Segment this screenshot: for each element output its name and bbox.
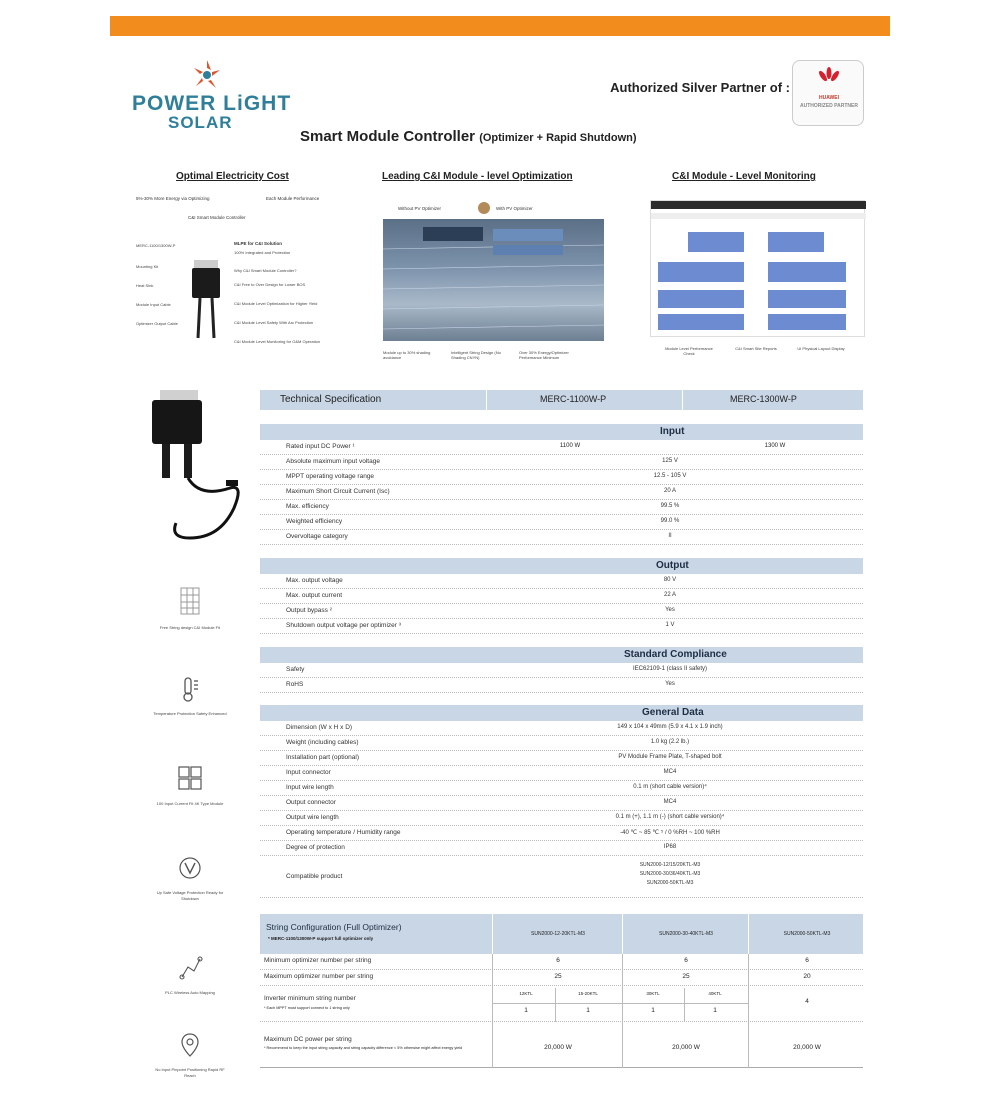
spec-label: Shutdown output voltage per optimizer ³ (286, 622, 401, 629)
spec-label: RoHS (286, 681, 304, 688)
callout: Optimizer Output Cable (136, 321, 178, 326)
feature-multi-connect (150, 764, 230, 807)
cost-bullet: C&I Module Level Safety With Arc Protection (234, 320, 314, 325)
spec-label: Safety (286, 666, 305, 673)
spec-row (260, 781, 863, 796)
inv-subcol: 40KTL (708, 991, 722, 996)
solar-rows-image (383, 219, 604, 341)
string-value: 20 (803, 973, 811, 980)
spec-value: 1 V (665, 622, 675, 628)
string-config-header (260, 914, 863, 954)
brand-name-line2: SOLAR (168, 113, 233, 132)
partner-text: Authorized Silver Partner of : (610, 80, 790, 95)
page-title (300, 128, 720, 145)
inv-subval: 1 (586, 1007, 590, 1014)
spec-row (260, 500, 863, 515)
feature-temperature (150, 676, 230, 717)
spec-row (260, 530, 863, 545)
spec-label: Output connector (286, 799, 336, 806)
monitoring-dashboard-image (650, 200, 865, 337)
spec-label: Degree of protection (286, 844, 345, 851)
spec-value: IP68 (663, 844, 677, 850)
feature-caption: Up Safe Voltage Protection Ready for Shutdown (156, 890, 224, 901)
spec-row (260, 515, 863, 530)
section-optimization-title: Leading C&I Module - level Optimization (382, 171, 573, 182)
title-main: Smart Module Controller (300, 128, 476, 145)
spec-value: 99.5 % (660, 503, 680, 509)
string-label: Minimum optimizer number per string (264, 957, 372, 964)
spec-row (260, 796, 863, 811)
top-accent-bar (110, 16, 890, 36)
spec-header-col3: MERC-1300W-P (730, 394, 797, 404)
string-col-header: SUN2000-30-40KTL-M3 (659, 931, 713, 937)
spec-row (260, 766, 863, 781)
spec-value: 22 A (663, 592, 676, 598)
feature-location (150, 1032, 230, 1079)
divider (748, 954, 749, 1068)
cost-bullet: C&I Free to Over Design for Lower BOS (234, 282, 306, 287)
spec-value: 125 V (662, 458, 678, 464)
section-general (260, 705, 863, 721)
spec-value: 80 V (663, 577, 677, 583)
spec-label: Operating temperature / Humidity range (286, 829, 401, 836)
section-compliance (260, 647, 863, 663)
spec-value: MC4 (663, 799, 677, 805)
solar-panel-icon (177, 586, 203, 616)
string-label: Maximum optimizer number per string (264, 973, 374, 980)
location-pin-icon (179, 1032, 201, 1058)
section-input-title: Input (660, 426, 685, 437)
inv-subval: 1 (651, 1007, 655, 1014)
string-row-inverter (260, 986, 863, 1022)
section-cost-title: Optimal Electricity Cost (176, 171, 289, 182)
voltage-icon (177, 855, 203, 881)
cost-why: Why C&I Smart Module Controller? (234, 268, 297, 273)
spec-value: SUN2000-30/36/40KTL-M3 (639, 871, 701, 877)
cost-mlpe: MLPE for C&I Solution (234, 241, 282, 246)
spec-row (260, 455, 863, 470)
callout: Mounting Kit (136, 264, 159, 269)
optimizer-device-small-image (186, 258, 226, 344)
feature-caption: Temperature Protection Safety Enhanced (153, 711, 227, 716)
spec-label: Output bypass ² (286, 607, 332, 614)
cost-model: MERC-1100/1300W-P (136, 243, 176, 248)
divider (492, 954, 493, 1068)
spec-value: 0.1 m (+), 1.1 m (-) (short cable version)⁴ (615, 814, 725, 820)
cost-bullet: C&I Module Level Monitoring for O&M Operation (234, 339, 321, 344)
inv-subval: 1 (713, 1007, 717, 1014)
string-row-dc (260, 1030, 863, 1068)
spec-row (260, 856, 863, 898)
divider (492, 914, 493, 954)
spec-value: -40 ℃ ~ 85 ℃ ⁵ / 0 %RH ~ 100 %RH (620, 830, 720, 836)
section-input (260, 424, 863, 440)
spec-row (260, 619, 863, 634)
spec-label: Output wire length (286, 814, 339, 821)
spec-value: 12.5 - 105 V (653, 473, 687, 479)
spec-label: Installation part (optional) (286, 754, 359, 761)
spec-value: 1100 W (559, 443, 581, 449)
string-note: * Each MPPT must support connect to 1 string only (264, 1006, 350, 1010)
spec-label: Input wire length (286, 784, 334, 791)
cost-line1: 5%-30% More Energy via Optimizing (136, 196, 210, 201)
spec-value: II (668, 533, 672, 539)
spec-header-col1: Technical Specification (280, 394, 382, 405)
divider (486, 390, 487, 410)
spec-value: 1.0 kg (2.2 lb.) (650, 739, 690, 745)
feature-caption: 100 Input Current Fit 4K Type Module (156, 801, 224, 806)
string-row (260, 970, 863, 986)
spec-row (260, 736, 863, 751)
spec-row (260, 751, 863, 766)
feature-caption: Free String design C&I Module Fit (159, 625, 221, 630)
spec-row (260, 604, 863, 619)
inv-subcol: 30KTL (646, 991, 660, 996)
spec-value: Yes (665, 681, 675, 687)
spec-row (260, 811, 863, 826)
spec-row (260, 841, 863, 856)
brand-name-line1: POWER LiGHT (132, 92, 292, 115)
string-label: Maximum DC power per string (264, 1036, 352, 1043)
spec-label: Max. output voltage (286, 577, 343, 584)
cost-bullet: C&I Module Level Optimization for Higher Yield (234, 301, 318, 306)
spec-row (260, 826, 863, 841)
spec-row (260, 721, 863, 736)
huawei-partner-badge (792, 60, 864, 126)
opt-caption: Over 30% Energy/Optimizer Performance Minimum (519, 350, 569, 360)
divider (555, 988, 556, 1022)
cost-line2: Each Module Performance (266, 196, 320, 201)
divider (748, 914, 749, 954)
brand-logo (132, 58, 292, 132)
string-value: 6 (684, 957, 688, 964)
spec-label: Max. output current (286, 592, 342, 599)
string-value: 6 (805, 957, 809, 964)
string-value: 25 (554, 973, 562, 980)
inv-subval: 1 (524, 1007, 528, 1014)
spec-value: 99.0 % (660, 518, 680, 524)
string-value: 25 (682, 973, 690, 980)
opt-legend-dot (478, 202, 490, 214)
string-value: 20,000 W (544, 1044, 572, 1051)
spec-label: MPPT operating voltage range (286, 473, 375, 480)
wireless-mapping-icon (176, 955, 204, 981)
divider (622, 954, 623, 1068)
string-col-header: SUN2000-12-20KTL-M3 (531, 931, 585, 937)
title-sub: (Optimizer + Rapid Shutdown) (479, 132, 637, 144)
sun-logo-icon (190, 58, 224, 92)
spec-value: Yes (665, 607, 675, 613)
string-value: 6 (556, 957, 560, 964)
feature-caption: PLC Wireless Auto Mapping (165, 990, 215, 995)
opt-legend-without: Without PV Optimizer (398, 206, 442, 211)
spec-label: Overvoltage category (286, 533, 348, 540)
inv-subcol: 15-20KTL (578, 991, 598, 996)
string-note: * Recommend to keep the input string capacity and string capacity difference < 5% otherwise might affect energy yield (264, 1046, 463, 1050)
huawei-logo-icon (815, 67, 843, 89)
spec-label: Dimension (W x H x D) (286, 724, 353, 731)
badge-subtitle: AUTHORIZED PARTNER (800, 103, 858, 109)
string-value: 4 (805, 998, 809, 1005)
spec-value: 0.1 m (short cable version)⁴ (633, 784, 707, 790)
spec-row (260, 440, 863, 455)
mon-caption: Module Level Performance Check (665, 346, 713, 356)
string-config-subtitle: * MERC-1100/1300W-P support full optimizer only (268, 936, 374, 941)
callout: Module Input Cable (136, 302, 171, 307)
section-output-title: Output (656, 560, 689, 571)
spec-label: Max. efficiency (286, 503, 329, 510)
string-value: 20,000 W (672, 1044, 700, 1051)
opt-caption: Module up to 30% shading avoidance (383, 350, 431, 360)
opt-legend-with: With PV Optimizer (496, 206, 533, 211)
divider (622, 914, 623, 954)
divider (492, 1003, 748, 1004)
section-general-title: General Data (642, 707, 704, 718)
string-row (260, 954, 863, 970)
solar-farm-photo (383, 219, 604, 341)
spec-value: MC4 (663, 769, 677, 775)
cost-callouts (136, 264, 176, 326)
spec-value: SUN2000-12/15/20KTL-M3 (639, 862, 701, 868)
section-output (260, 558, 863, 574)
divider (684, 988, 685, 1022)
cost-bullets (234, 282, 344, 344)
spec-label: Input connector (286, 769, 331, 776)
spec-header-row (260, 390, 863, 410)
string-col-header: SUN2000-50KTL-M3 (783, 931, 831, 937)
spec-value: 1300 W (764, 443, 786, 449)
mon-caption: C&I Smart Site Reports (735, 346, 777, 351)
spec-label: Maximum Short Circuit Current (Isc) (286, 488, 390, 495)
opt-caption: Intelligent String Design (No Shading CNYN) (451, 350, 501, 360)
string-label: Inverter minimum string number (264, 995, 356, 1002)
spec-row (260, 589, 863, 604)
section-compliance-title: Standard Compliance (624, 649, 727, 660)
spec-value: IEC62109-1 (class II safety) (632, 666, 708, 672)
puzzle-icon (176, 764, 204, 792)
thermometer-icon (179, 676, 201, 702)
string-config-title: String Configuration (Full Optimizer) (266, 922, 402, 932)
inv-subcol: 12KTL (519, 991, 533, 996)
feature-caption: No Input Pinpoint Positioning Rapid RF Reach (155, 1067, 225, 1078)
spec-label: Rated input DC Power ¹ (286, 443, 355, 450)
cost-line3: C&I Smart Module Controller (188, 215, 246, 220)
spec-row (260, 485, 863, 500)
spec-label: Absolute maximum input voltage (286, 458, 380, 465)
mon-caption: UI Physical Layout Display (797, 346, 845, 351)
section-monitoring-title: C&I Module - Level Monitoring (672, 171, 816, 182)
spec-value: 20 A (663, 488, 676, 494)
badge-brand: HUAWEI (819, 95, 839, 101)
divider (682, 390, 683, 410)
spec-label: Weighted efficiency (286, 518, 343, 525)
spec-value: PV Module Frame Plate, T-shaped bolt (618, 754, 722, 760)
spec-row (260, 678, 863, 693)
string-value: 20,000 W (793, 1044, 821, 1051)
spec-row (260, 470, 863, 485)
feature-wireless (150, 955, 230, 996)
callout: Heat Sink (136, 283, 154, 288)
spec-label: Compatible product (286, 873, 343, 880)
spec-value: 149 x 104 x 49mm (5.9 x 4.1 x 1.9 inch) (617, 724, 723, 730)
spec-label: Weight (including cables) (286, 739, 359, 746)
spec-value: SUN2000-50KTL-M3 (646, 880, 694, 886)
optimizer-product-image (140, 388, 250, 558)
spec-row (260, 663, 863, 678)
feature-voltage (150, 855, 230, 902)
spec-row (260, 574, 863, 589)
feature-flexible-design (150, 586, 230, 631)
cost-mlpe-sub: 100% Integrated and Protection (234, 250, 291, 255)
spec-header-col2: MERC-1100W-P (540, 394, 607, 404)
